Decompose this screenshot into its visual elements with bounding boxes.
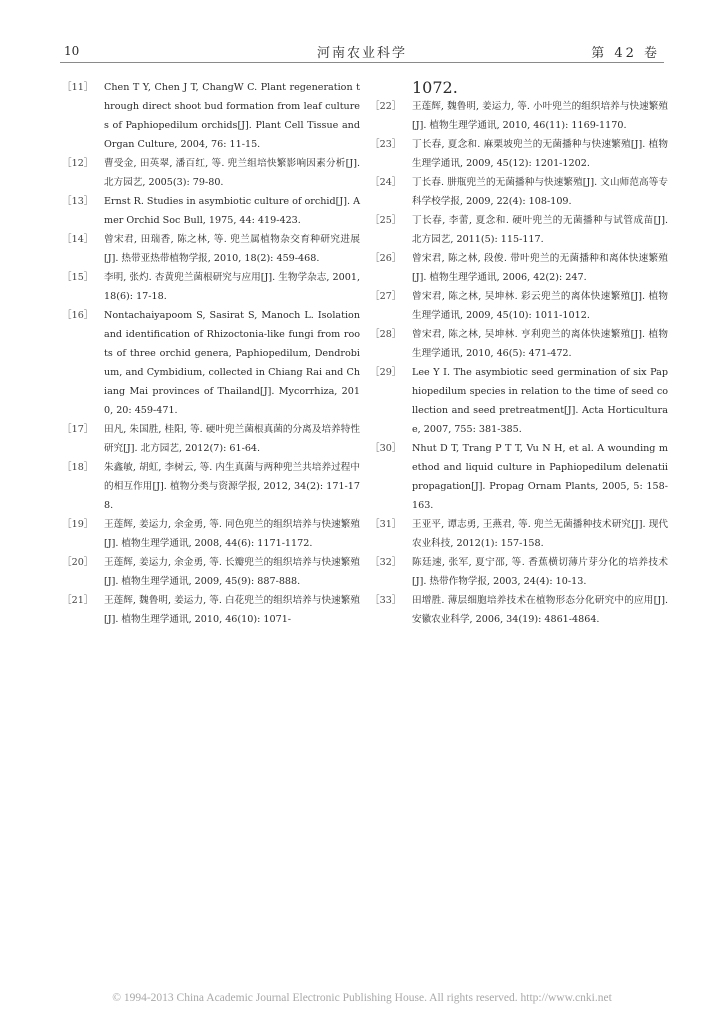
reference-text: 王莲辉, 姜运力, 余金勇, 等. 同色兜兰的组织培养与快速繁殖[J]. 植物生理学通讯, 2008, 44(6): 1171-1172. — [104, 519, 360, 549]
reference-text: 王莲辉, 魏鲁明, 姜运力, 等. 白花兜兰的组织培养与快速繁殖[J]. 植物生理学通讯, 2010, 46(10): 1071- — [104, 595, 360, 625]
reference-text: 丁长春, 夏念和. 麻栗坡兜兰的无菌播种与快速繁殖[J]. 植物生理学通讯, 2009, 45(12): 1201-1202. — [412, 139, 668, 169]
reference-item — [370, 173, 668, 211]
reference-text: 丁长春, 李蕾, 夏念和. 硬叶兜兰的无菌播种与试管成苗[J]. 北方园艺, 2011(5): 115-117. — [412, 215, 668, 245]
reference-text: 丁长春. 肼瓶兜兰的无菌播种与快速繁殖[J]. 文山师范高等专科学校学报, 2009, 22(4): 108-109. — [412, 177, 668, 207]
reference-text: 王亚平, 谭志勇, 王燕君, 等. 兜兰无菌播种技术研究[J]. 现代农业科技, 2012(1): 157-158. — [412, 519, 668, 549]
reference-item — [62, 591, 360, 629]
reference-number: ［13］ — [62, 196, 94, 207]
references-right-column — [370, 78, 668, 629]
reference-number: ［12］ — [62, 158, 94, 169]
reference-item — [370, 97, 668, 135]
reference-text: 曾宋君, 陈之林, 吴坤林. 亨利兜兰的离体快速繁殖[J]. 植物生理学通讯, 2010, 46(5): 471-472. — [412, 329, 668, 359]
reference-item — [62, 420, 360, 458]
reference-item — [62, 268, 360, 306]
reference-text: Chen T Y, Chen J T, ChangW C. Plant regeneration through direct shoot bud formation from leaf cultures of Paphiopedilum orchids[J]. Plant Cell Tissue and Organ Culture, 2004, 76: 11-15. — [104, 82, 360, 150]
reference-number: ［30］ — [370, 443, 402, 454]
reference-item — [62, 78, 360, 154]
reference-number: ［18］ — [62, 462, 94, 473]
reference-text: Nontachaiyapoom S, Sasirat S, Manoch L. Isolation and identification of Rhizoctonia-like fungi from roots of three orchid genera, Paphiopedilum, Dendrobium, and Cymbidium, collected in Chiang Rai and Chiang Mai provinces of Thailand[J]. Mycorrhiza, 2010, 20: 459-471. — [104, 310, 360, 416]
reference-number: ［31］ — [370, 519, 402, 530]
reference-text: 王莲辉, 姜运力, 余金勇, 等. 长瓣兜兰的组织培养与快速繁殖[J]. 植物生理学通讯, 2009, 45(9): 887-888. — [104, 557, 360, 587]
reference-item — [62, 306, 360, 420]
reference-item — [370, 325, 668, 363]
reference-item — [370, 591, 668, 629]
reference-text: 田增胜. 薄层细胞培养技术在植物形态分化研究中的应用[J]. 安徽农业科学, 2006, 34(19): 4861-4864. — [412, 595, 668, 625]
reference-number: ［22］ — [370, 101, 402, 112]
reference-number: ［33］ — [370, 595, 402, 606]
reference-text: 李明, 张灼. 杏黄兜兰菌根研究与应用[J]. 生物学杂志, 2001, 18(6): 17-18. — [104, 272, 360, 302]
reference-item — [62, 458, 360, 515]
references-left-column — [62, 78, 360, 629]
reference-number: ［24］ — [370, 177, 402, 188]
reference-text: 田凡, 朱国胜, 桂阳, 等. 硬叶兜兰菌根真菌的分离及培养特性研究[J]. 北方园艺, 2012(7): 61-64. — [104, 424, 360, 454]
reference-number: ［25］ — [370, 215, 402, 226]
page-header — [60, 40, 664, 63]
reference-text: 王莲辉, 魏鲁明, 姜运力, 等. 小叶兜兰的组织培养与快速繁殖[J]. 植物生理学通讯, 2010, 46(11): 1169-1170. — [412, 101, 668, 131]
reference-text: Nhut D T, Trang P T T, Vu N H, et al. A wounding method and liquid culture in Paphiopedilum delenatii propagation[J]. Propag Ornam Plants, 2005, 5: 158-163. — [412, 443, 668, 511]
reference-continuation: 1072. — [412, 78, 458, 97]
reference-number: ［11］ — [62, 82, 94, 93]
reference-number: ［14］ — [62, 234, 94, 245]
reference-item — [62, 553, 360, 591]
reference-text: 曾宋君, 陈之林, 吴坤林. 彩云兜兰的离体快速繁殖[J]. 植物生理学通讯, 2009, 45(10): 1011-1012. — [412, 291, 668, 321]
reference-text: 朱鑫敏, 胡虹, 李树云, 等. 内生真菌与两种兜兰共培养过程中的相互作用[J]. 植物分类与资源学报, 2012, 34(2): 171-178. — [104, 462, 360, 511]
reference-item — [62, 154, 360, 192]
reference-number: ［20］ — [62, 557, 94, 568]
reference-text: 曾宋君, 陈之林, 段俊. 带叶兜兰的无菌播种和离体快速繁殖[J]. 植物生理学通讯, 2006, 42(2): 247. — [412, 253, 668, 283]
page-number: 10 — [64, 44, 80, 58]
reference-text: Lee Y I. The asymbiotic seed germination of six Paphiopedilum species in relation to the time of seed collection and seed pretreatment[J]. Acta Horticulturae, 2007, 755: 381-385. — [412, 367, 668, 435]
reference-text: Ernst R. Studies in asymbiotic culture of orchid[J]. Amer Orchid Soc Bull, 1975, 44: 419-423. — [104, 196, 361, 226]
reference-number: ［21］ — [62, 595, 94, 606]
reference-number: ［17］ — [62, 424, 94, 435]
reference-number: ［23］ — [370, 139, 402, 150]
reference-text: 曹受金, 田英翠, 潘百红, 等. 兜兰组培快繁影响因素分析[J]. 北方园艺, 2005(3): 79-80. — [104, 158, 360, 188]
reference-number: ［19］ — [62, 519, 94, 530]
reference-text: 陈廷速, 张军, 夏宁邵, 等. 香蕉横切薄片芽分化的培养技术[J]. 热带作物学报, 2003, 24(4): 10-13. — [412, 557, 668, 587]
reference-item — [62, 192, 360, 230]
reference-text: 曾宋君, 田瑞香, 陈之林, 等. 兜兰属植物杂交育种研究进展[J]. 热带亚热带植物学报, 2010, 18(2): 459-468. — [104, 234, 360, 264]
reference-item — [370, 287, 668, 325]
reference-item — [370, 439, 668, 515]
reference-item — [370, 553, 668, 591]
reference-number: ［26］ — [370, 253, 402, 264]
copyright-footer: © 1994-2013 China Academic Journal Electronic Publishing House. All rights reserved. http://www.cnki.net — [112, 992, 612, 1004]
journal-title: 河南农业科学 — [316, 46, 407, 61]
reference-item — [62, 515, 360, 553]
reference-item — [370, 515, 668, 553]
reference-number: ［28］ — [370, 329, 402, 340]
reference-item — [370, 249, 668, 287]
reference-number: ［29］ — [370, 367, 402, 378]
reference-number: ［15］ — [62, 272, 94, 283]
reference-item — [370, 211, 668, 249]
reference-item — [62, 230, 360, 268]
reference-number: ［32］ — [370, 557, 402, 568]
reference-item — [370, 135, 668, 173]
reference-number: ［27］ — [370, 291, 402, 302]
reference-item — [370, 363, 668, 439]
reference-number: ［16］ — [62, 310, 94, 321]
volume-label: 第 42 卷 — [591, 46, 660, 61]
